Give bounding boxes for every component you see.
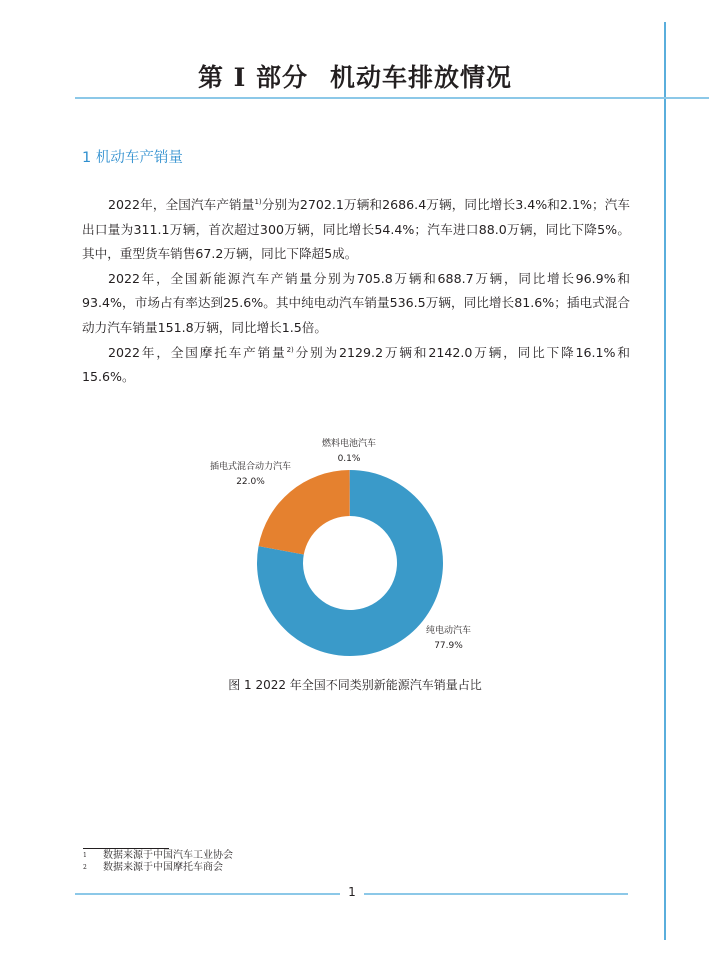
label-plugin-hybrid: 插电式混合动力汽车 22.0% xyxy=(210,462,292,487)
footnote-ref-1[interactable]: 1) xyxy=(254,198,262,206)
footnote-separator xyxy=(83,848,169,849)
footnote-ref-2[interactable]: 2) xyxy=(286,345,294,354)
label-battery-electric: 纯电动汽车 77.9% xyxy=(426,626,472,651)
page-title-part: 第 I 部分 xyxy=(197,63,309,92)
body-text xyxy=(82,193,630,390)
figure-caption: 图 1 2022 年全国不同类别新能源汽车销量占比 xyxy=(228,678,482,692)
title-underline-rule xyxy=(75,97,709,99)
section-heading: 1 机动车产销量 xyxy=(82,150,183,166)
page-title-main: 机动车排放情况 xyxy=(330,63,513,92)
paragraph-motorcycle-sales: 2022年，全国摩托车产销量$^{2)}$分别为2129.2万辆和2142.0万辆，同比下降16.1%和15.6%。 xyxy=(82,344,630,385)
page-title xyxy=(0,58,710,94)
paragraph-vehicle-sales: 2022年，全国汽车产销量$^{1)}$分别为2702.1万辆和2686.4万辆，同比增长3.4%和2.1%；汽车出口量为311.1万辆，首次超过300万辆，同比增长54.4%；汽车进口88.0万辆，同比下降5%。其中，重型货车销售67.2万辆，同比下降超5成。 xyxy=(82,197,630,262)
footnote-1: 1 数据来源于中国汽车工业协会 xyxy=(83,850,233,861)
margin-vertical-rule xyxy=(664,22,666,940)
footer-rule-right xyxy=(364,893,628,895)
footnote-2: 2 数据来源于中国摩托车商会 xyxy=(83,862,223,873)
footer-rule-left xyxy=(75,893,340,895)
paragraph-new-energy-sales: 2022年，全国新能源汽车产销量分别为705.8万辆和688.7万辆，同比增长96.9%和93.4%，市场占有率达到25.6%。其中纯电动汽车销量536.5万辆，同比增长81.6%；插电式混合动力汽车销量151.8万辆，同比增长1.5倍。 xyxy=(82,270,630,335)
label-fuel-cell: 燃料电池汽车 0.1% xyxy=(322,439,377,464)
donut-chart xyxy=(180,430,530,670)
page-number: 1 xyxy=(348,885,356,899)
footnotes xyxy=(83,850,233,874)
